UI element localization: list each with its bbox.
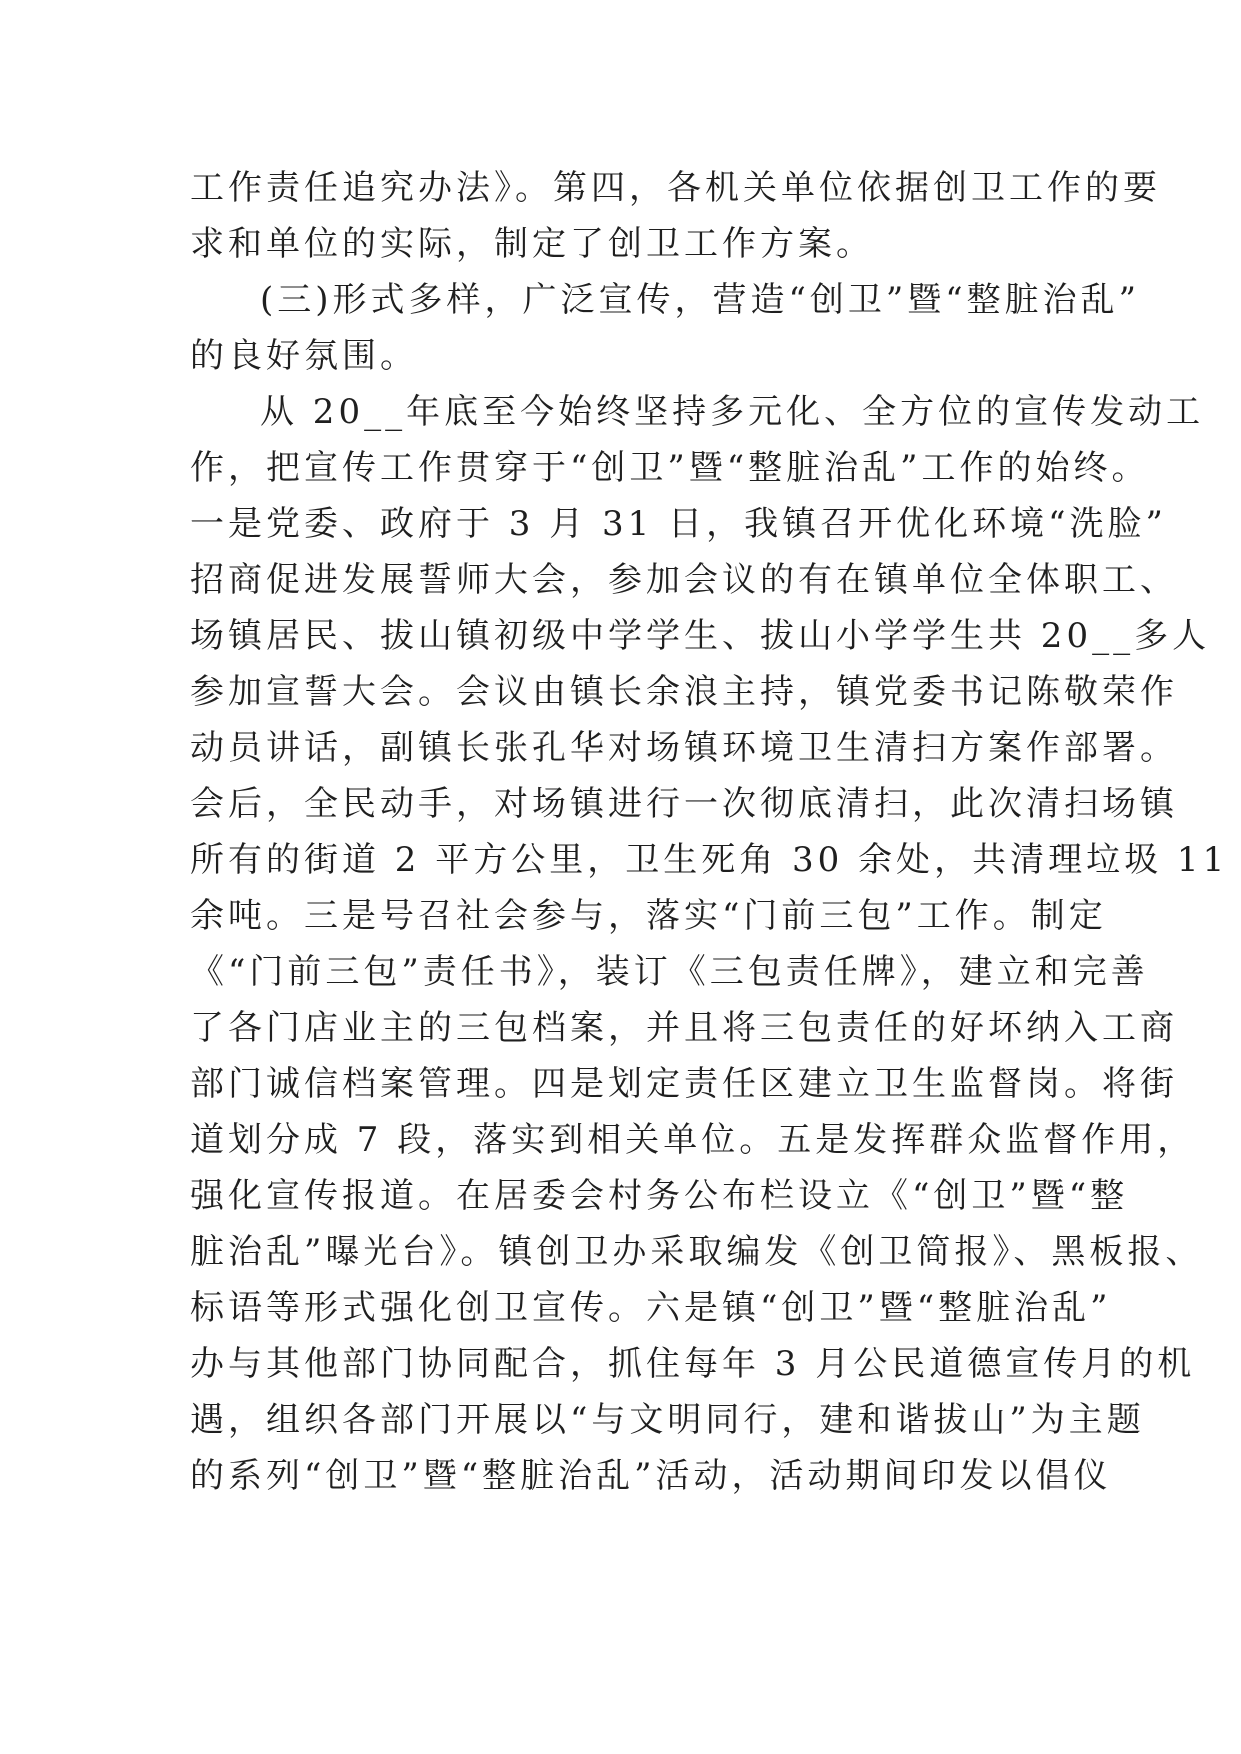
paragraph-start: 从 20__年底至今始终坚持多元化、全方位的宣传发动工 — [260, 392, 1205, 432]
text-line-1: 工作责任追究办法》。第四，各机关单位依据创卫工作的要 — [190, 168, 1161, 208]
text-line-11: 动员讲话，副镇长张孔华对场镇环境卫生清扫方案作部署。 — [190, 728, 1178, 768]
text-line-9: 场镇居民、拔山镇初级中学学生、拔山小学学生共 20__多人 — [190, 616, 1211, 656]
text-line-7: 一是党委、政府于 3 月 31 日，我镇召开优化环境“洗脸” — [190, 504, 1167, 544]
text-line-24: 的系列“创卫”暨“整脏治乱”活动，活动期间印发以倡仪 — [190, 1456, 1112, 1496]
text-line-20: 脏治乱”曝光台》。镇创卫办采取编发《创卫简报》、黑板报、 — [190, 1232, 1204, 1272]
text-line-23: 遇，组织各部门开展以“与文明同行，建和谐拔山”为主题 — [190, 1400, 1145, 1440]
text-line-12: 会后，全民动手，对场镇进行一次彻底清扫，此次清扫场镇 — [190, 784, 1178, 824]
section-heading-3-cont: 的良好氛围。 — [190, 336, 418, 376]
text-line-13: 所有的街道 2 平方公里，卫生死角 30 余处，共清理垃圾 11 — [190, 840, 1229, 880]
text-line-19: 强化宣传报道。在居委会村务公布栏设立《“创卫”暨“整 — [190, 1176, 1129, 1216]
text-line-14: 余吨。三是号召社会参与，落实“门前三包”工作。制定 — [190, 896, 1107, 936]
text-line-18: 道划分成 7 段，落实到相关单位。五是发挥群众监督作用， — [190, 1120, 1196, 1160]
text-line-22: 办与其他部门协同配合，抓住每年 3 月公民道德宣传月的机 — [190, 1344, 1196, 1384]
text-line-8: 招商促进发展誓师大会，参加会议的有在镇单位全体职工、 — [190, 560, 1178, 600]
text-line-15: 《“门前三包”责任书》，装订《三包责任牌》，建立和完善 — [190, 952, 1149, 992]
text-line-2: 求和单位的实际，制定了创卫工作方案。 — [190, 224, 874, 264]
text-line-10: 参加宣誓大会。会议由镇长余浪主持，镇党委书记陈敬荣作 — [190, 672, 1178, 712]
document-body — [190, 160, 1229, 1504]
text-line-17: 部门诚信档案管理。四是划定责任区建立卫生监督岗。将街 — [190, 1064, 1178, 1104]
text-line-6: 作，把宣传工作贯穿于“创卫”暨“整脏治乱”工作的始终。 — [190, 448, 1150, 488]
section-heading-3: (三)形式多样，广泛宣传，营造“创卫”暨“整脏治乱” — [260, 280, 1141, 320]
text-line-21: 标语等形式强化创卫宣传。六是镇“创卫”暨“整脏治乱” — [190, 1288, 1112, 1328]
text-line-16: 了各门店业主的三包档案，并且将三包责任的好坏纳入工商 — [190, 1008, 1178, 1048]
